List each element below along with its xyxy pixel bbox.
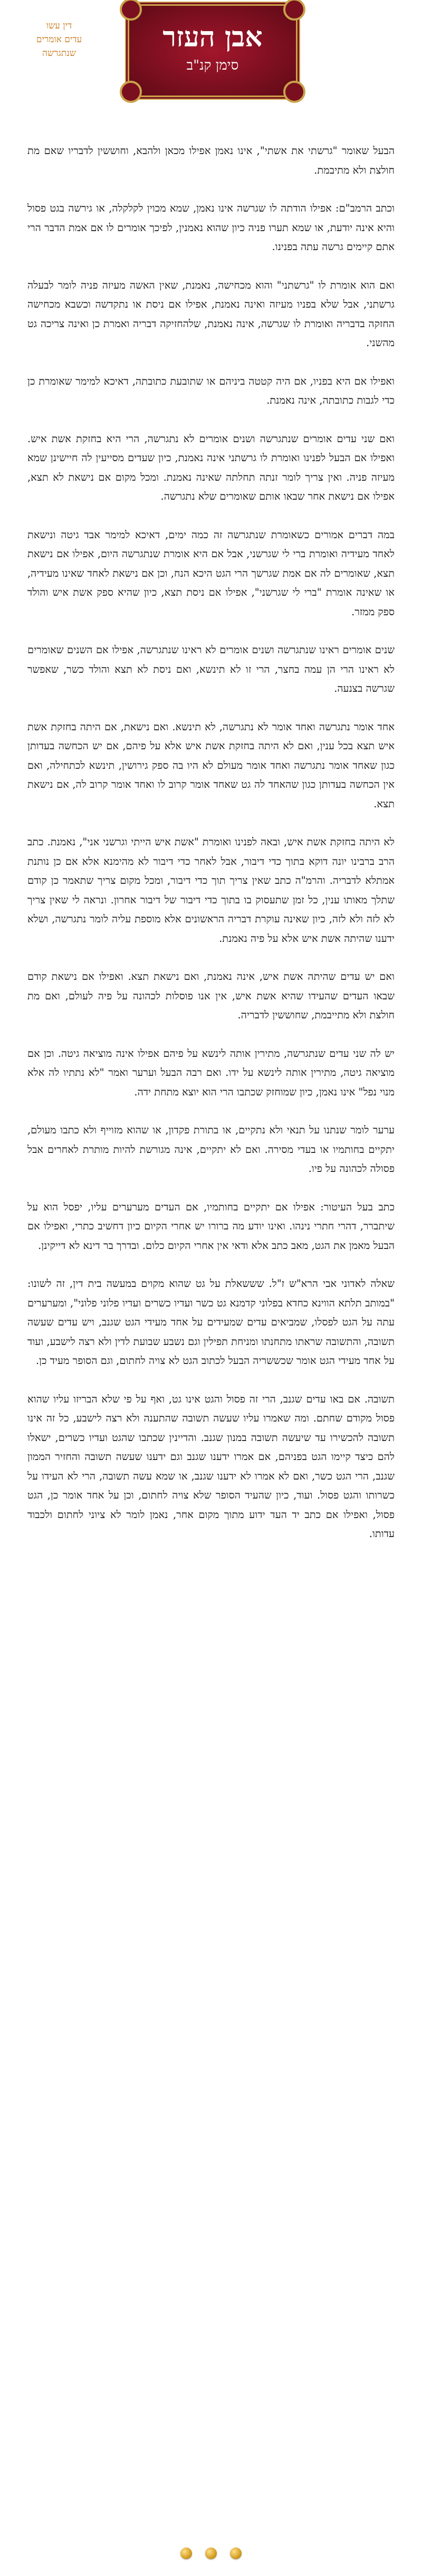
ornament-icon	[180, 2548, 192, 2559]
section-subtitle: סימן קנ"ב	[186, 58, 239, 73]
title-banner	[128, 4, 298, 97]
paragraph: ערער לומר שנתנו על תנאי ולא נתקיים, או בתורת פקדון, או שהוא מזוייף ולא כתבו מעולם, יתקיים בחותמיו או בעדי מסירה. ואם לא יתקיים, אינה מגורשת להיות מותרת לאחרים אבל פסולה לכהונה על פיו.	[27, 1124, 395, 1175]
main-text	[27, 141, 395, 1563]
paragraph: במה דברים אמורים כשאומרת שנתגרשה זה כמה ימים, דאיכא למימר אבד גיטה ונישאת לאחד מעידיה ואומרת ברי לי שגרשני, אבל אם היא אומרת שנתגרשה היום, אפילו אם נישאת תצא, שאומרים לה אם אמת שגרשך הרי הגט היכא הנח, וכן אם נישאת לאחד שאינו מעידיה, או שאינה אומרת "ברי לי שגרשני", אפילו אם ניסת תצא, כיון שהיא ספק אשת איש והולד ספק ממזר.	[27, 528, 395, 618]
page-title: אבן העזר	[162, 21, 263, 53]
paragraph: וכתב הרמב"ם: אפילו הודתה לו שגרשה אינו נאמן, שמא מכוין לקלקלה, או גירשה בגט פסול והיא אינה יודעת, או שמא תערו פניה כיון שהוא נאמנין, לפיכך אומרים לו אם אמת הדבר הרי אתם קיימים גרשה עתה בפנינו.	[27, 202, 395, 253]
paragraph: ואם שני עדים אומרים שנתגרשה ושנים אומרים לא נתגרשה, הרי היא בחזקת אשת איש. ואפילו אם הבעל לפנינו ואומרת לו גרשתני אינה נאמנת, כיון שעדים מסייעין לה חיישינן שמא מעיזה פניה. ואין צריך לומר זנתה תחלתה שאינה נאמנת. ומכל מקום אם נישאת לא תצא, אפילו אם נישאת אחר שבאו אותם שאומרים שלא נתגרשה.	[27, 432, 395, 502]
scroll-ornament-icon	[283, 81, 305, 103]
paragraph: שנים אומרים ראינו שנתגרשה ושנים אומרים לא ראינו שנתגרשה, אפילו אם השנים שאומרים לא ראינו הרי הן עמה בחצר, הרי זו לא תינשא, ואם ניסת לא תצא והולד כשר, שאפשר שגרשה בצנעה.	[27, 644, 395, 694]
paragraph: שאלה לאדוני אבי הרא"ש ז"ל. שששאלת על גט שהוא מקוים במעשה בית דין, זה לשונו: "במותב תלתא הווינא כחדא בפלוני קדמנא גט כשר ועדיו כשרים ועדיו פלוני פלוני", ומערערים עתה על הגט לפסלו, שמביאים עדים שמעידים על אחד מעידי הגט שגנב, ויש עדים שעשה תשובה, והתשובה שראתו מתחנתו ומניחת תפילין וגם נשבע שבועת לדין ולא רצה לישבע, ועוד על אחד מעידי הגט אומר שכששריה הבעל לכתוב הגט לא צויה לחתום, וגם הסופר מעיד כן.	[27, 1277, 395, 1367]
scroll-ornament-icon	[120, 0, 142, 21]
topic-note-line: דין עשו	[46, 21, 72, 31]
paragraph: ואם יש עדים שהיתה אשת איש, אינה נאמנת, ואם נישאת תצא. ואפילו אם נישאת קודם שבאו העדים שהעידו שהיא אשת איש, אין אנו פוסלות לכהונה על פיה לעולם, ואם מת חולצת ולא מתייבמת, שחוששין לדבריה.	[27, 970, 395, 1021]
paragraph: תשובה. אם באו עדים שגנב, הרי זה פסול והגט אינו גט, ואף על פי שלא הבריזו עליו שהוא פסול מקודם שחתם. ומה שאמרו עליו שעשה תשובה שהתענה ולא רצה לישבע, כל זה אינו תשובה להכשירו עד שיעשה תשובה במנון שגנב. והדיינין שכתבו שהגט ועדיו כשרים, ישאלו להם כיצד קיימו הגט בפניהם, אם אמרו ידענו שגנב וגם ידענו שעשה תשובה והחזיר הממון שגנב, הרי הגט כשר, ואם לא אמרו לא ידענו שגנב, או שמא עשה תשובה, הרי לא העידו על כשרותו והגט פסול. ועוד, כיון שהעיד הסופר שלא צויה לחתום, וכן על אחד אומר כן, הגט פסול, ואפילו אם כתב יד העד ידוע מתוך מקום אחר, נאמן לומר לא ציוני לחתום ולכבוד עדותו.	[27, 1392, 395, 1540]
ornament-icon	[205, 2548, 217, 2559]
paragraph: יש לה שני עדים שנתגרשה, מתירין אותה לינשא על פיהם אפילו אינה מוציאה גיטה. וכן אם מוציאה גיטה, מתירין אותה לינשא על ידו. ואם רבה הבעל וערער ואמר "לא נתתיו לה אלא מנוי נפל" אינו נאמן, כיון שמוחזק שכתבו הרי הוא יוצא מתחת ידה.	[27, 1047, 395, 1098]
paragraph: לא היתה בחזקת אשת איש, ובאה לפנינו ואומרת "אשת איש הייתי וגרשני אני", נאמנת. כתב הרב ברבינו יונה דוקא בתוך כדי דיבור, אבל לאחר כדי דיבור לא מהימנא אלא אם כן נותנת אמתלא לדבריה. והרמ"ה כתב שאין צריך תוך כדי דיבור, ומכל מקום צריך שתאמר כן קודם שתלך מאותו ענין, כל זמן שתעסוק בו בתוך כדי דיבור של דיבור אחרון. ונראה לי שאין צריך לא לזה ולא לזה, כיון שאינה עוקרת דבריה הראשונים אלא מוספת עליה לומר נתגרשה, ושלא ידענו שהיתה אשת איש אלא על פיה נאמנת.	[27, 836, 395, 944]
topic-note-line: שנתגרשה	[42, 48, 76, 59]
paragraph: הבעל שאומר "גרשתי את אשתי", אינו נאמן אפילו מכאן ולהבא, וחוששין לדבריו שאם מת חולצת ולא מתיבמת.	[27, 145, 395, 176]
paragraph: כתב בעל העיטור: אפילו אם יתקיים בחותמיו, אם העדים מערערים עליו, יפסל הוא על שיתברר, דהרי חתרי נינהו. ואינו יודע מה ברורו יש אחרי הקיום כיון דחשיב כתרי, ואפילו אם הבעל מאמן את הגט, מאב כתב אלא ודאי אין אחרי הקיום כלום. ובדרך בר דינא לא דייקינן.	[27, 1200, 395, 1252]
page-header	[0, 0, 422, 137]
topic-note	[12, 19, 107, 60]
page-footer	[0, 2548, 422, 2569]
paragraph: ואם הוא אומרת לו "גרשתני" והוא מכחישה, נאמנת, שאין האשה מעיזה פניה לומר לבעלה גרשתני, אבל שלא בפניו מעיזה ואינה נאמנת, אפילו אם ניסת או נתקדשה וכשבא מכחישה החזקה בדבריה ואומרת לו שגרשה, אינה נאמנת, שלהחזיקה דבריה ואמרת כן ואינה צריכה גט מהשני.	[27, 279, 395, 349]
topic-note-line: עדים אומרים	[36, 34, 82, 45]
paragraph: ואפילו אם היא בפניו, אם היה קטטה ביניהם או שתובעת כתובתה, דאיכא למימר שאומרת כן כדי לגבות כתובתה, אינה נאמנת.	[27, 375, 395, 406]
paragraph: אחד אומר נתגרשה ואחד אומר לא נתגרשה, לא תינשא. ואם נישאת, אם היתה בחזקת אשת איש תצא בכל ענין, ואם לא היתה בחזקת אשת איש אלא על פיהם, אם יש הכחשה בעדותן כגון שאחד אומר נתגרשה ואחד אומר מעולם לא היו בה ספק גירושין, תינשא לכתחילה, ואם אין הכחשה בעדותן כגון שהאחד לה גט שאחד אומר קרוב לו ואחד אומר קרוב לה, אם נישאת תצא.	[27, 720, 395, 810]
ornament-icon	[230, 2548, 242, 2559]
scroll-ornament-icon	[283, 0, 305, 21]
scroll-ornament-icon	[120, 81, 142, 103]
